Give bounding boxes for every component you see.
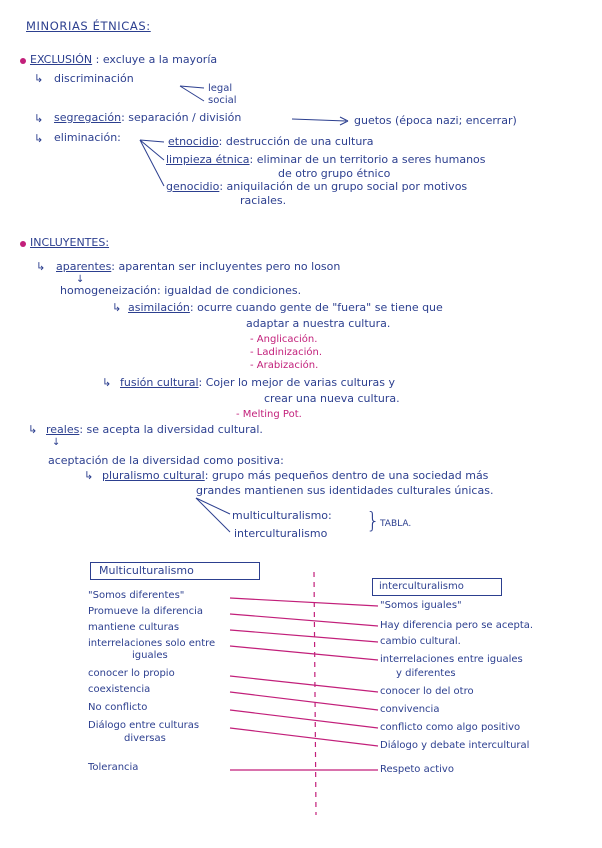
right-cell: cambio cultural. [380,636,461,647]
row-connector-line [230,710,378,728]
arrow-icon: ↳ [34,132,44,145]
fusion-def2: crear una nueva cultura. [264,392,400,405]
ladinizacion-item: - Ladinización. [250,347,323,358]
right-cell: Respeto activo [380,764,454,775]
arrow-line [292,119,346,121]
row-connector-line [230,692,378,710]
left-cell: interrelaciones solo entre [88,638,216,649]
melting-item: - Melting Pot. [236,409,302,420]
right-cell: interrelaciones entre iguales [380,654,523,665]
tabla-label: TABLA. [380,519,412,529]
limpieza-row: limpieza étnica: eliminar de un territorio a seres humanos [166,153,486,166]
branch-line [196,498,230,514]
exclusion-heading: EXCLUSIÓN : excluye a la mayoría [30,53,218,66]
fusion-row: fusión cultural: Cojer lo mejor de varias culturas y [120,376,395,389]
eliminacion-label: eliminación: [54,131,121,144]
left-cell: mantiene culturas [88,622,180,633]
row-connector-line [230,598,378,606]
arrow-icon: ↳ [34,72,44,85]
segregacion-label: segregación: separación / división [54,111,242,124]
left-cell-extra: diversas [124,733,166,744]
arrow-icon: ↳ [34,112,44,125]
row-connector-line [230,728,378,746]
multiculturalismo-header: Multiculturalismo [99,564,194,577]
social-label: social [208,95,237,106]
branch-line [140,140,164,142]
row-connector-line [230,676,378,692]
right-cell: conocer lo del otro [380,686,474,697]
branch-line [180,86,204,101]
branch-line [140,140,164,160]
arrow-icon: ↳ [36,260,46,273]
multiculturalismo-label: multiculturalismo: [232,509,332,522]
genocidio-row: genocidio: aniquilación de un grupo social por motivos [166,180,468,193]
pluralismo-def2: grandes mantienen sus identidades culturales únicas. [196,484,494,497]
aparentes-row: aparentes: aparentan ser incluyentes pero no loson [56,260,341,273]
right-cell: Diálogo y debate intercultural [380,740,530,751]
aceptacion-label: aceptación de la diversidad como positiva: [48,454,284,467]
arrow-icon: ↳ [102,376,112,389]
row-connector-line [230,614,378,626]
right-cell: "Somos iguales" [380,600,462,611]
left-cell: "Somos diferentes" [88,590,185,601]
anglicacion-item: - Anglicación. [250,334,318,345]
brace-icon: } [366,509,380,534]
limpieza-def2: de otro grupo étnico [278,167,391,180]
left-cell: Diálogo entre culturas [88,720,200,731]
legal-label: legal [208,83,233,94]
arrow-icon: ↳ [112,301,122,314]
right-cell: convivencia [380,704,440,715]
interculturalismo-header: interculturalismo [379,581,464,592]
interculturalismo-label: interculturalismo [234,527,328,540]
discriminacion-label: discriminación [54,72,134,85]
genocidio-def2: raciales. [240,194,287,207]
arrow-head [340,121,348,125]
divider-line [314,572,316,815]
row-connector-line [230,646,378,660]
arrow-icon: ↳ [28,423,38,436]
guetos-label: guetos (época nazi; encerrar) [354,114,517,127]
down-arrow-icon: ↓ [52,437,61,448]
left-cell: No conflicto [88,702,148,713]
branch-line [196,498,230,532]
asimilacion-def2: adaptar a nuestra cultura. [246,317,391,330]
row-connector-line [230,630,378,642]
pluralismo-row: pluralismo cultural: grupo más pequeños dentro de una sociedad más [102,469,489,482]
left-cell: conocer lo propio [88,668,175,679]
down-arrow-icon: ↓ [76,274,85,285]
left-cell: coexistencia [88,684,151,695]
asimilacion-row: asimilación: ocurre cuando gente de "fuera" se tiene que [128,301,443,314]
etnocidio-row: etnocidio: destrucción de una cultura [168,135,374,148]
right-cell: conflicto como algo positivo [380,722,521,733]
homogeneizacion-label: homogeneización: igualdad de condiciones. [60,284,302,297]
left-cell-extra: iguales [132,650,168,661]
branch-line [140,140,164,186]
reales-row: reales: se acepta la diversidad cultural. [46,423,263,436]
page-title: MINORIAS ÉTNICAS: [26,19,151,33]
incluyentes-heading: INCLUYENTES: [30,236,110,249]
arabizacion-item: - Arabización. [250,360,319,371]
left-cell: Promueve la diferencia [88,606,204,617]
right-cell: Hay diferencia pero se acepta. [380,620,534,631]
left-cell: Tolerancia [88,762,139,773]
arrow-icon: ↳ [84,469,94,482]
right-cell-extra: y diferentes [396,668,456,679]
